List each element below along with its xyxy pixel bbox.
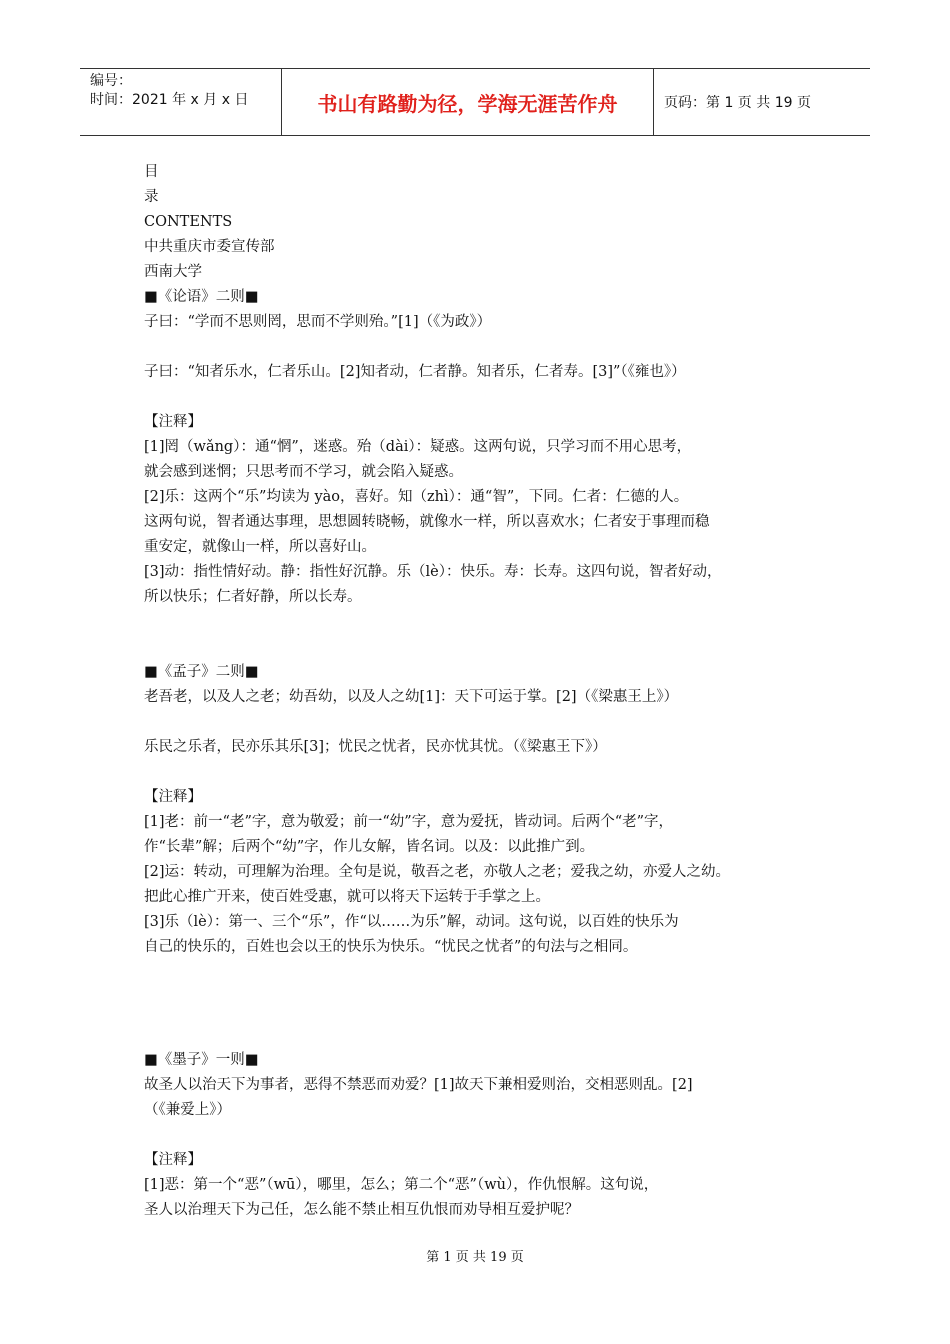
text-line: 乐民之乐者，民亦乐其乐[3]；忧民之忧者，民亦忧其忧。（《梁惠王下》） — [144, 739, 607, 755]
blank-line — [144, 710, 824, 735]
number-label: 编号： — [90, 73, 132, 89]
spacer — [144, 960, 824, 1048]
time-label: 时间：2021 年 x 月 x 日 — [90, 92, 249, 108]
text-line: 老吾老，以及人之老；幼吾幼，以及人之幼[1]：天下可运于掌。[2]（《梁惠王上》） — [144, 689, 679, 705]
header-meta-cell — [80, 69, 282, 135]
blank-line — [144, 385, 824, 410]
text-line: [1]老：前一“老”字，意为敬爱；前一“幼”字，意为爱抚，皆动词。后两个“老”字， — [144, 814, 674, 830]
blank-line — [144, 335, 824, 360]
text-line: 圣人以治理天下为己任，怎么能不禁止相互仇恨而劝导相互爱护呢？ — [144, 1202, 579, 1218]
text-line: CONTENTS — [144, 214, 233, 230]
text-line: [1]恶：第一个“恶”（wū），哪里，怎么；第二个“恶”（wù），作仇恨解。这句说， — [144, 1177, 659, 1193]
text-line: 中共重庆市委宣传部 — [144, 239, 275, 255]
text-line: 子曰：“知者乐水，仁者乐山。[2]知者动，仁者静。知者乐，仁者寿。[3]”（《雍也》） — [144, 364, 686, 380]
section-mengzi — [144, 660, 824, 960]
text-line: 这两句说，智者通达事理，思想圆转晓畅，就像水一样，所以喜欢水；仁者安于事理而稳 — [144, 514, 710, 530]
text-line: ■《孟子》二则■ — [144, 664, 259, 680]
text-line: 【注释】 — [144, 1152, 202, 1168]
spacer — [144, 610, 824, 660]
text-line: 目 — [144, 164, 159, 180]
text-line: 录 — [144, 189, 159, 205]
header-table — [80, 68, 870, 136]
text-line: 自己的快乐的，百姓也会以王的快乐为快乐。“忧民之忧者”的句法与之相同。 — [144, 939, 638, 955]
text-line: [2]乐：这两个“乐”均读为 yào，喜好。知（zhì）：通“智”，下同。仁者：仁德的人。 — [144, 489, 689, 505]
text-line: 重安定，就像山一样，所以喜好山。 — [144, 539, 376, 555]
text-line: （《兼爱上》） — [144, 1102, 231, 1118]
text-line: 就会感到迷惘；只思考而不学习，就会陷入疑惑。 — [144, 464, 463, 480]
text-line: 把此心推广开来，使百姓受惠，就可以将天下运转于手掌之上。 — [144, 889, 550, 905]
text-line: 【注释】 — [144, 789, 202, 805]
text-line: [3]动：指性情好动。静：指性好沉静。乐（lè）：快乐。寿：长寿。这四句说，智者好动， — [144, 564, 722, 580]
text-line: 作“长辈”解；后两个“幼”字，作儿女解，皆名词。以及：以此推广到。 — [144, 839, 595, 855]
page-footer: 第 1 页 共 19 页 — [426, 1250, 524, 1265]
text-line: 子曰：“学而不思则罔，思而不学则殆。”[1]（《为政》） — [144, 314, 492, 330]
text-line: 西南大学 — [144, 264, 202, 280]
motto: 书山有路勤为径，学海无涯苦作舟 — [317, 91, 618, 116]
text-line: [2]运：转动，可理解为治理。全句是说，敬吾之老，亦敬人之老；爱我之幼，亦爱人之幼。 — [144, 864, 731, 880]
section-mozi — [144, 1048, 824, 1223]
blank-line — [144, 1123, 824, 1148]
page-label: 页码：第 1 页 共 19 页 — [664, 95, 811, 111]
blank-line — [144, 760, 824, 785]
text-line: 【注释】 — [144, 414, 202, 430]
text-line: [3]乐（lè）：第一、三个“乐”，作“以……为乐”解，动词。这句说，以百姓的快乐为 — [144, 914, 679, 930]
text-line: ■《论语》二则■ — [144, 289, 259, 305]
section-lunyu — [144, 160, 824, 610]
text-line: ■《墨子》一则■ — [144, 1052, 259, 1068]
header-motto-cell — [282, 69, 654, 135]
text-line: [1]罔（wǎng）：通“惘”，迷惑。殆（dài）：疑惑。这两句说，只学习而不用心思考， — [144, 439, 692, 455]
text-line: 所以快乐；仁者好静，所以长寿。 — [144, 589, 362, 605]
header-page-cell — [654, 69, 870, 135]
text-line: 故圣人以治天下为事者，恶得不禁恶而劝爱？[1]故天下兼相爱则治，交相恶则乱。[2] — [144, 1077, 693, 1093]
document-body — [144, 160, 824, 1223]
